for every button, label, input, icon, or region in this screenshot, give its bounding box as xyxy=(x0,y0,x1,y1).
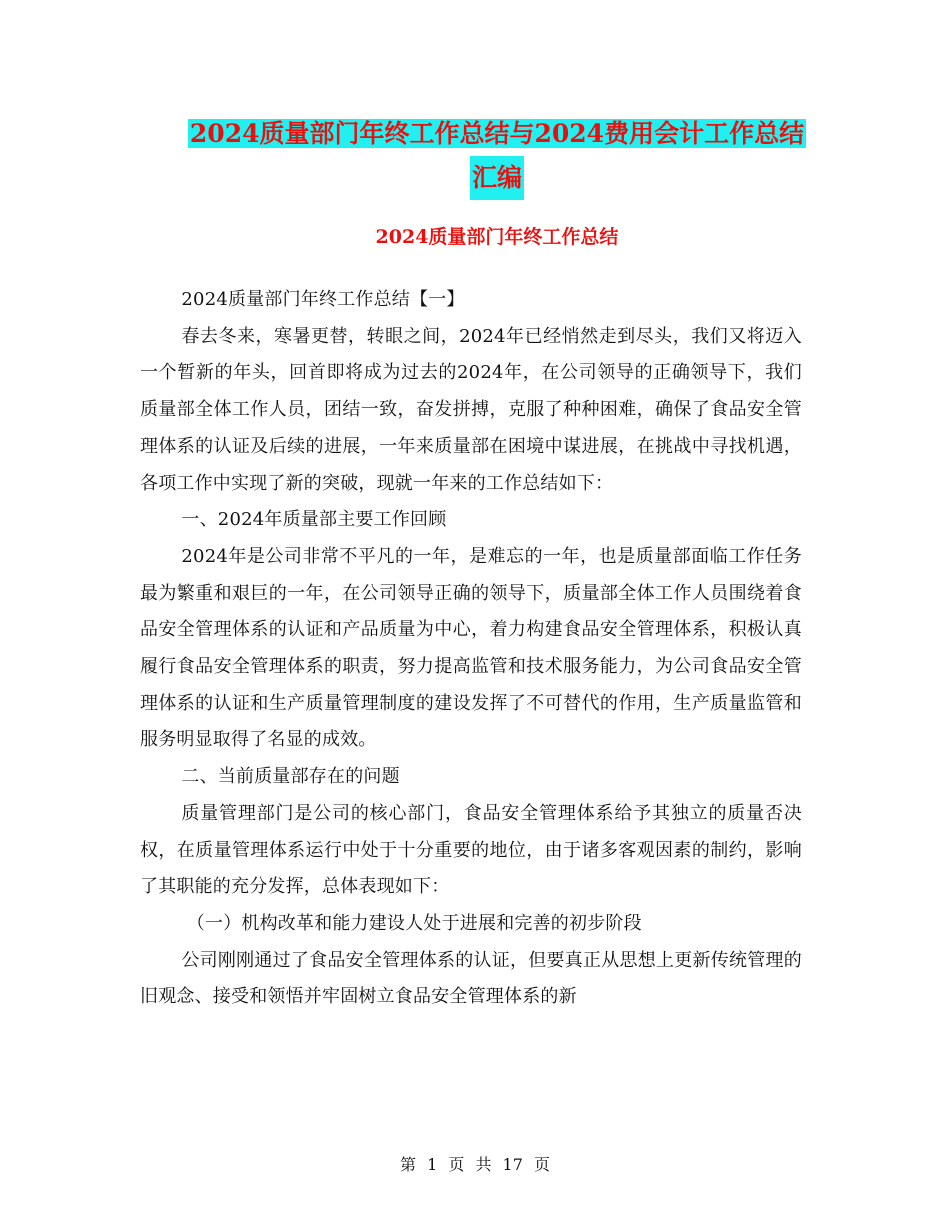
paragraph: 公司刚刚通过了食品安全管理体系的认证，但要真正从思想上更新传统管理的旧观念、接受和领悟并牢固树立食品安全管理体系的新 xyxy=(140,949,802,1008)
page-number-footer: 第 1 页 共 17 页 xyxy=(400,1155,550,1174)
paragraph: 春去冬来，寒暑更替，转眼之间，2024年已经悄然走到尽头，我们又将迈入一个暂新的年头，回首即将成为过去的2024年，在公司领导的正确领导下，我们质量部全体工作人员，团结一致，奋发拼搏，克服了种种困难，确保了食品安全管理体系的认证及后续的进展，一年来质量部在困境中谋进展，在挑战中寻找机遇，各项工作中实现了新的突破，现就一年来的工作总结如下： xyxy=(140,325,802,494)
section-title: 2024质量部门年终工作总结 xyxy=(375,226,619,248)
paragraph-subheading: （一）机构改革和能力建设人处于进展和完善的初步阶段 xyxy=(186,912,642,934)
document-title-line2: 汇编 xyxy=(470,156,524,200)
paragraph-heading: 二、当前质量部存在的问题 xyxy=(181,766,400,788)
paragraph-heading: 一、2024年质量部主要工作回顾 xyxy=(181,509,447,531)
document-body xyxy=(140,282,802,1016)
paragraph: 质量管理部门是公司的核心部门，食品安全管理体系给予其独立的质量否决权，在质量管理体系运行中处于十分重要的地位，由于诸多客观因素的制约，影响了其职能的充分发挥，总体表现如下： xyxy=(140,802,802,898)
paragraph: 2024年是公司非常不平凡的一年，是难忘的一年，也是质量部面临工作任务最为繁重和艰巨的一年，在公司领导正确的领导下，质量部全体工作人员围绕着食品安全管理体系的认证和产品质量为中心，着力构建食品安全管理体系，积极认真履行食品安全管理体系的职责，努力提高监管和技术服务能力，为公司食品安全管理体系的认证和生产质量管理制度的建设发挥了不可替代的作用，生产质量监管和服务明显取得了名显的成效。 xyxy=(140,545,802,751)
document-title-line1: 2024质量部门年终工作总结与2024费用会计工作总结 xyxy=(189,119,805,148)
document-title xyxy=(140,112,854,200)
paragraph-heading: 2024质量部门年终工作总结【一】 xyxy=(181,289,465,310)
